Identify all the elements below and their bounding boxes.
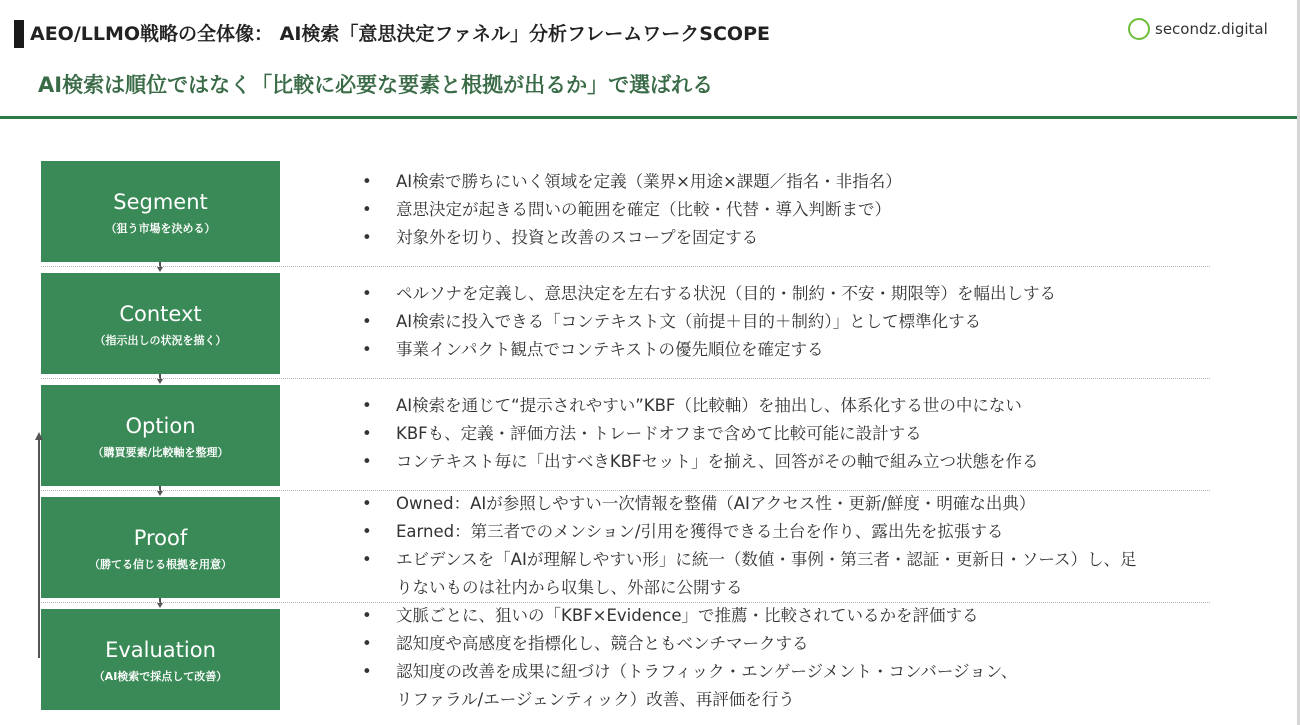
stage-box-proof — [41, 497, 280, 598]
list-item: • 意思決定が起きる問いの範囲を確定（比較・代替・導入判断まで） — [362, 196, 902, 224]
list-item: • ペルソナを定義し、意思決定を左右する状況（目的・制約・不安・期限等）を幅出しする — [362, 280, 1056, 308]
stage-subtitle: （AI検索で採点して改善） — [93, 669, 228, 683]
stage-box-option — [41, 385, 280, 486]
stage-name: Context — [119, 301, 202, 326]
context-bullets — [362, 280, 1056, 364]
loop-back-arrow-icon — [35, 432, 43, 440]
list-item: • 文脈ごとに、狙いの「KBF×Evidence」で推薦・比較されているかを評価する — [362, 602, 1017, 630]
logo-text: secondz.digital — [1155, 20, 1268, 38]
row-divider — [41, 378, 1210, 380]
list-item: • Owned：AIが参照しやすい一次情報を整備（AIアクセス性・更新/鮮度・明確な出典） — [362, 490, 1137, 518]
list-item: • AI検索に投入できる「コンテキスト文（前提＋目的＋制約）」として標準化する — [362, 308, 1056, 336]
circle-ring-icon — [1128, 18, 1150, 40]
list-item: • 認知度や高感度を指標化し、競合ともベンチマークする — [362, 630, 1017, 658]
list-item: • エビデンスを「AIが理解しやすい形」に統一（数値・事例・第三者・認証・更新日・ソース）し、足 — [362, 546, 1137, 574]
stage-box-segment — [41, 161, 280, 262]
stage-box-evaluation — [41, 609, 280, 710]
stage-subtitle: （勝てる信じる根拠を用意） — [89, 557, 232, 571]
segment-bullets — [362, 168, 902, 252]
stage-box-context — [41, 273, 280, 374]
option-bullets — [362, 392, 1038, 476]
list-item: • Earned：第三者でのメンション/引用を獲得できる土台を作り、露出先を拡張する — [362, 518, 1137, 546]
list-item-continuation: リファラル/エージェンティック）改善、再評価を行う — [396, 690, 795, 709]
list-item: • AI検索を通じて“提示されやすい”KBF（比較軸）を抽出し、体系化する世の中にない — [362, 392, 1038, 420]
list-item: • コンテキスト毎に「出すべきKBFセット」を揃え、回答がその軸で組み立つ状態を作る — [362, 448, 1038, 476]
stage-subtitle: （狙う市場を決める） — [105, 221, 216, 235]
stage-subtitle: （指示出しの状況を描く） — [94, 333, 227, 347]
evaluation-bullets — [362, 602, 1017, 686]
stage-name: Option — [125, 413, 196, 438]
stage-name: Segment — [113, 189, 208, 214]
list-item-continuation: りないものは社内から収集し、外部に公開する — [396, 578, 743, 597]
stage-name: Proof — [133, 525, 188, 550]
stage-name: Evaluation — [105, 637, 216, 662]
title-accent-bar — [14, 20, 24, 48]
brand-logo — [1128, 18, 1268, 40]
list-item: • KBFも、定義・評価方法・トレードオフまで含めて比較可能に設計する — [362, 420, 1038, 448]
list-item: • 対象外を切り、投資と改善のスコープを固定する — [362, 224, 902, 252]
list-item: • 事業インパクト観点でコンテキストの優先順位を確定する — [362, 336, 1056, 364]
header-rule — [0, 116, 1300, 119]
page-title: AEO/LLMO戦略の全体像： AI検索「意思決定ファネル」分析フレームワークSCOPE — [30, 23, 770, 45]
proof-bullets — [362, 490, 1137, 574]
list-item: • 認知度の改善を成果に紐づけ（トラフィック・エンゲージメント・コンバージョン、 — [362, 658, 1017, 686]
list-item: • AI検索で勝ちにいく領域を定義（業界×用途×課題／指名・非指名） — [362, 168, 902, 196]
page-subtitle: AI検索は順位ではなく「比較に必要な要素と根拠が出るか」で選ばれる — [38, 73, 714, 97]
loop-back-arrow-line — [38, 440, 40, 658]
stage-subtitle: （購買要素/比較軸を整理） — [92, 445, 229, 459]
row-divider — [41, 266, 1210, 268]
